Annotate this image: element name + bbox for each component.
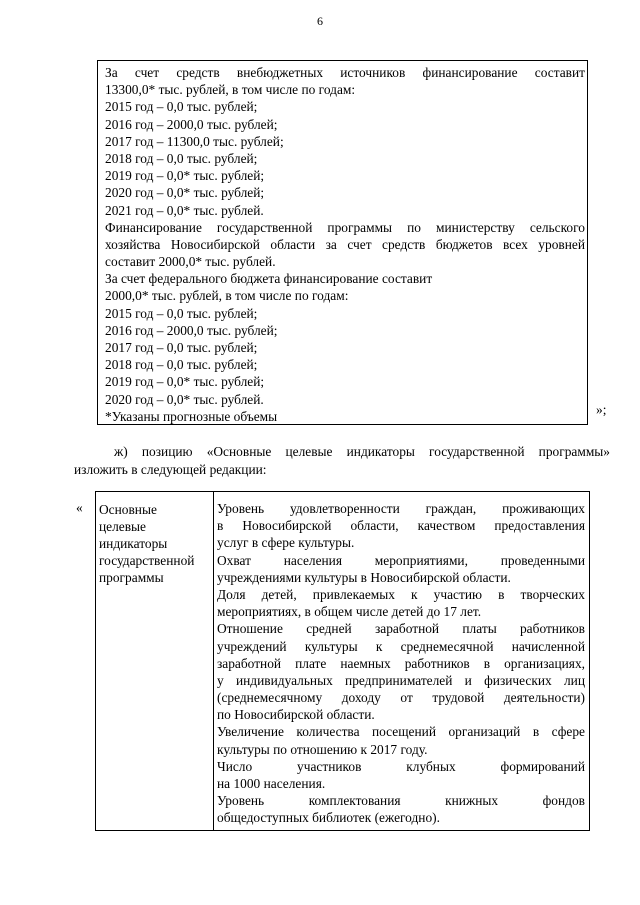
financing-line: составит 2000,0* тыс. рублей. [105, 254, 276, 270]
indicator-line: Увеличение количества посещений организаций в сфере [217, 724, 585, 740]
heading-cell-line: программы [99, 570, 164, 585]
indicator-line: у индивидуальных предпринимателей и физических лиц [217, 672, 585, 688]
opening-quote-mark: « [76, 500, 83, 515]
financing-line: Финансирование государственной программы по министерству сельского [105, 219, 585, 235]
financing-line: 2000,0* тыс. рублей, в том числе по годам: [105, 288, 349, 304]
financing-line: 2020 год – 0,0* тыс. рублей. [105, 391, 264, 407]
indicator-line: на 1000 населения. [217, 776, 326, 791]
indicator-line: Отношение средней заработной платы работников [217, 621, 585, 637]
indicator-line: услуг в сфере культуры. [217, 535, 355, 551]
financing-box [105, 64, 585, 425]
heading-cell-line: индикаторы [99, 536, 168, 551]
financing-line: 2017 год – 11300,0 тыс. рублей; [105, 133, 284, 149]
financing-line: 2015 год – 0,0 тыс. рублей; [105, 305, 258, 321]
instruction-line-2: изложить в следующей редакции: [74, 462, 267, 477]
financing-line: 2018 год – 0,0 тыс. рублей; [105, 150, 258, 166]
financing-line: 2019 год – 0,0* тыс. рублей; [105, 374, 265, 390]
instruction-line-1: ж) позицию «Основные целевые индикаторы государственной программы» [114, 444, 610, 459]
heading-cell-line: Основные [99, 502, 157, 517]
financing-line: 2021 год – 0,0* тыс. рублей. [105, 202, 264, 218]
financing-line: За счет средств внебюджетных источников финансирование составит [105, 65, 585, 80]
financing-line: За счет федерального бюджета финансирование составит [105, 271, 433, 287]
indicator-line: Уровень комплектования книжных фондов [217, 793, 585, 809]
indicator-line: (среднемесячному доходу от трудовой деятельности) [217, 690, 585, 706]
indicator-line: мероприятиях, в общем числе детей до 17 лет. [217, 604, 482, 620]
indicator-line: заработной плате наемных работников в организациях, [217, 655, 585, 671]
indicator-line: Охват населения мероприятиями, проведенными [217, 552, 585, 568]
financing-line: *Указаны прогнозные объемы [105, 408, 278, 424]
indicator-line: по Новосибирской области. [217, 707, 375, 723]
indicators-table-content-cell [217, 500, 585, 827]
financing-line: 2017 год – 0,0 тыс. рублей; [105, 340, 258, 355]
closing-quote-mark: »; [596, 402, 607, 417]
indicator-line: учреждениями культуры в Новосибирской области. [217, 569, 511, 585]
financing-line: 13300,0* тыс. рублей, в том числе по годам: [105, 82, 356, 98]
page-number: 6 [317, 14, 323, 28]
heading-cell-line: государственной [99, 553, 195, 568]
indicator-line: учреждений культуры к среднемесячной начисленной [217, 638, 585, 654]
indicator-line: общедоступных библиотек (ежегодно). [217, 810, 440, 826]
indicator-line: Уровень удовлетворенности граждан, проживающих [217, 501, 585, 516]
financing-line: 2016 год – 2000,0 тыс. рублей; [105, 322, 278, 338]
financing-line: 2019 год – 0,0* тыс. рублей; [105, 168, 265, 184]
financing-line: 2018 год – 0,0 тыс. рублей; [105, 357, 258, 373]
heading-cell-line: целевые [99, 519, 146, 534]
indicator-line: Доля детей, привлекаемых к участию в творческих [217, 586, 585, 602]
financing-line: 2016 год – 2000,0 тыс. рублей; [105, 116, 278, 132]
financing-line: 2015 год – 0,0 тыс. рублей; [105, 99, 258, 115]
table-column-divider [213, 492, 214, 830]
financing-line: хозяйства Новосибирской области за счет средств бюджетов всех уровней [105, 236, 585, 252]
indicator-line: в Новосибирской области, качеством предоставления [217, 518, 585, 534]
indicators-table-heading-cell [99, 501, 213, 586]
indicator-line: культуры по отношению к 2017 году. [217, 741, 428, 757]
financing-line: 2020 год – 0,0* тыс. рублей; [105, 185, 265, 201]
indicator-line: Число участников клубных формирований [217, 758, 585, 774]
